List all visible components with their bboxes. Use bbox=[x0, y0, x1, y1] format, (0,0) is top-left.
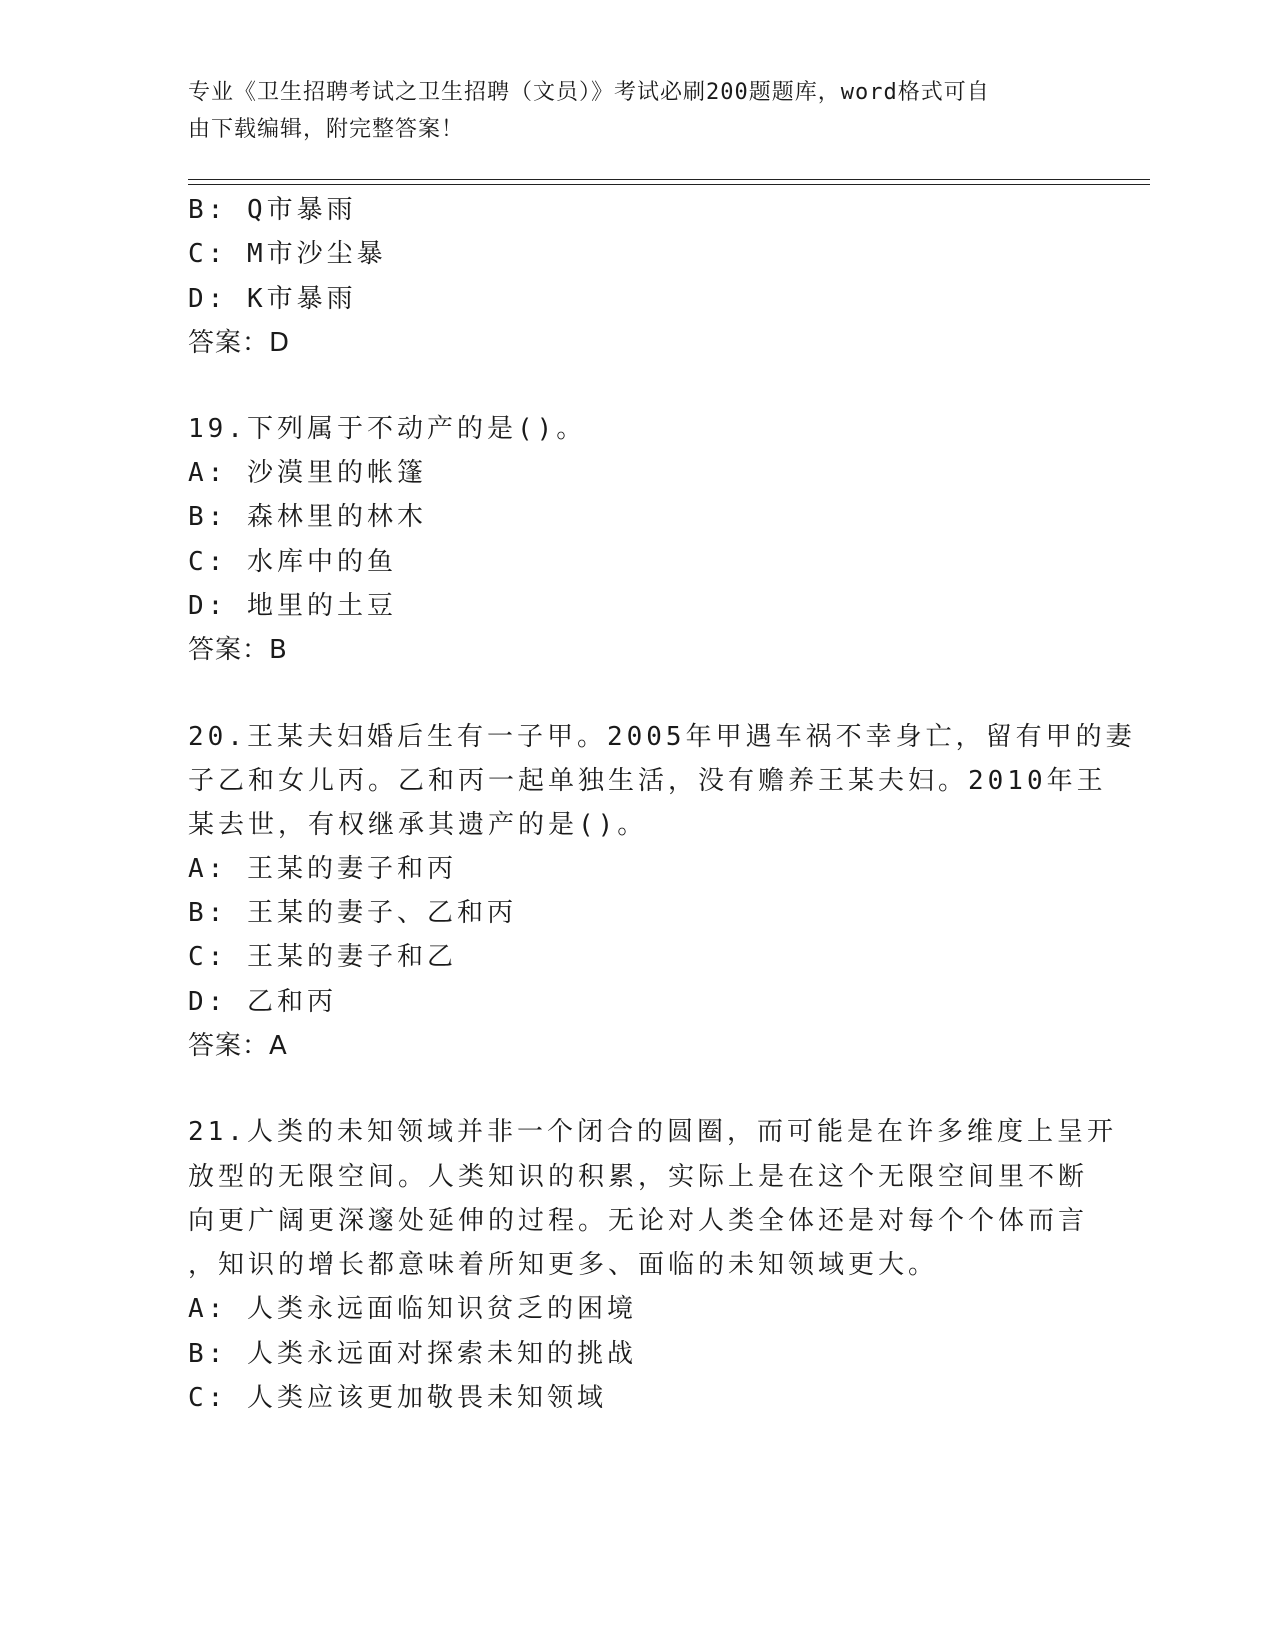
q18-option-d: D: K市暴雨 bbox=[188, 284, 357, 314]
q20-question-line-3: 某去世，有权继承其遗产的是()。 bbox=[188, 810, 648, 840]
q19-option-c: C: 水库中的鱼 bbox=[188, 547, 397, 577]
q19-answer: 答案：B bbox=[188, 635, 288, 665]
q18-option-c: C: M市沙尘暴 bbox=[188, 239, 387, 269]
header-divider-bottom bbox=[188, 184, 1150, 185]
q20-option-d: D: 乙和丙 bbox=[188, 987, 337, 1017]
q19-option-a: A: 沙漠里的帐篷 bbox=[188, 458, 427, 488]
q21-question-line-4: ，知识的增长都意味着所知更多、面临的未知领域更大。 bbox=[188, 1250, 939, 1280]
q20-option-a: A: 王某的妻子和丙 bbox=[188, 854, 457, 884]
q21-option-c: C: 人类应该更加敬畏未知领域 bbox=[188, 1383, 607, 1413]
q21-question-line-1: 21.人类的未知领域并非一个闭合的圆圈，而可能是在许多维度上呈开 bbox=[188, 1117, 1117, 1147]
q20-option-b: B: 王某的妻子、乙和丙 bbox=[188, 898, 517, 928]
q18-option-b: B: Q市暴雨 bbox=[188, 195, 357, 225]
q19-option-b: B: 森林里的林木 bbox=[188, 502, 427, 532]
q21-option-b: B: 人类永远面对探索未知的挑战 bbox=[188, 1339, 637, 1369]
q21-question-line-3: 向更广阔更深邃处延伸的过程。无论对人类全体还是对每个个体而言 bbox=[188, 1206, 1089, 1236]
q21-question-line-2: 放型的无限空间。人类知识的积累，实际上是在这个无限空间里不断 bbox=[188, 1162, 1089, 1192]
q20-answer: 答案：A bbox=[188, 1031, 288, 1061]
header-divider-top bbox=[188, 179, 1150, 180]
header-line-2: 由下载编辑，附完整答案！ bbox=[188, 117, 465, 142]
q19-option-d: D: 地里的土豆 bbox=[188, 591, 397, 621]
q19-question: 19.下列属于不动产的是()。 bbox=[188, 414, 587, 444]
q21-option-a: A: 人类永远面临知识贫乏的困境 bbox=[188, 1294, 637, 1324]
q20-question-line-2: 子乙和女儿丙。乙和丙一起单独生活，没有赡养王某夫妇。2010年王 bbox=[188, 766, 1107, 796]
document-header bbox=[188, 74, 1088, 148]
q20-option-c: C: 王某的妻子和乙 bbox=[188, 942, 457, 972]
header-line-1: 专业《卫生招聘考试之卫生招聘（文员）》考试必刷200题题库，word格式可自 bbox=[188, 80, 990, 105]
q20-question-line-1: 20.王某夫妇婚后生有一子甲。2005年甲遇车祸不幸身亡，留有甲的妻 bbox=[188, 722, 1136, 752]
q18-answer: 答案：D bbox=[188, 328, 291, 358]
